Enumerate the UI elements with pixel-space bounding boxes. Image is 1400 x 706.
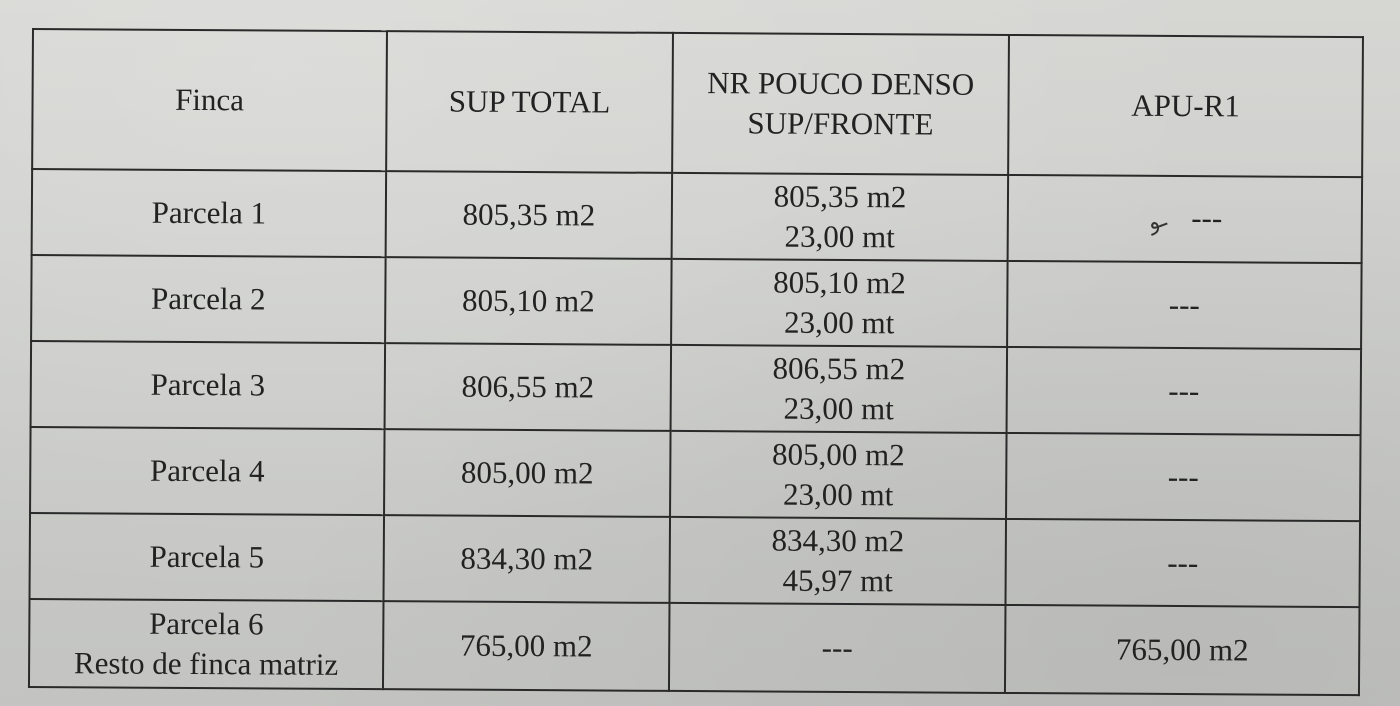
finca-name: Parcela 3: [150, 366, 266, 403]
cell-sup-total: [385, 343, 672, 431]
handwritten-mark-icon: ـو: [1143, 205, 1169, 235]
nr-sup-value: ---: [821, 629, 853, 666]
parcel-table: [28, 28, 1364, 696]
header-apu-r1-label: APU-R1: [1131, 87, 1240, 124]
sup-total-value: 765,00 m2: [459, 627, 593, 664]
cell-nr: [670, 431, 1007, 519]
cell-nr: [670, 517, 1007, 605]
table-row: [30, 513, 1361, 607]
cell-apu: [1007, 347, 1362, 435]
finca-name: Parcela 4: [149, 452, 265, 489]
apu-value: ---: [1191, 199, 1223, 235]
apu-value: ---: [1167, 544, 1199, 581]
apu-value: 765,00 m2: [1115, 631, 1249, 668]
cell-sup-total: [385, 257, 672, 345]
cell-nr: [669, 603, 1006, 693]
table-row: [31, 255, 1362, 349]
cell-nr: [671, 259, 1008, 347]
finca-name: Parcela 6: [149, 605, 264, 642]
header-apu-r1: [1008, 35, 1363, 177]
apu-value: ---: [1168, 286, 1200, 323]
cell-apu: [1008, 175, 1363, 263]
cell-finca: [32, 169, 387, 257]
header-finca-label: Finca: [175, 81, 245, 118]
header-sup-total: [386, 31, 673, 173]
nr-fronte-value: 23,00 mt: [783, 390, 894, 427]
nr-sup-value: 805,10 m2: [773, 264, 906, 301]
cell-finca: [31, 255, 386, 343]
table-row: [30, 427, 1361, 521]
cell-finca: [29, 599, 384, 689]
header-nr-line-2: SUP/FRONTE: [747, 105, 934, 142]
table-row: [29, 599, 1360, 695]
nr-sup-value: 805,00 m2: [771, 436, 905, 473]
cell-finca: [30, 427, 385, 515]
nr-sup-value: 834,30 m2: [771, 522, 905, 559]
cell-apu: [1005, 605, 1360, 695]
table-row: [32, 169, 1363, 263]
cell-nr: [672, 173, 1009, 261]
nr-fronte-value: 23,00 mt: [784, 218, 895, 255]
table-row: [31, 341, 1362, 435]
cell-apu: [1007, 261, 1362, 349]
sup-total-value: 834,30 m2: [460, 540, 594, 577]
sup-total-value: 805,00 m2: [460, 454, 594, 491]
header-nr-line-1: NR POUCO DENSO: [707, 65, 975, 102]
nr-sup-value: 806,55 m2: [772, 350, 906, 387]
cell-sup-total: [383, 601, 670, 691]
cell-finca: [30, 513, 385, 601]
apu-value: ---: [1167, 458, 1199, 495]
header-nr-pouco-denso: [672, 33, 1009, 175]
sup-total-value: 805,10 m2: [461, 282, 595, 319]
cell-sup-total: [384, 515, 671, 603]
cell-nr: [671, 345, 1008, 433]
finca-name: Parcela 1: [151, 194, 267, 231]
cell-sup-total: [384, 429, 671, 517]
nr-fronte-value: 45,97 mt: [782, 562, 893, 599]
nr-sup-value: 805,35 m2: [773, 178, 907, 215]
table-header-row: [32, 29, 1363, 177]
header-finca: [32, 29, 387, 171]
sup-total-value: 805,35 m2: [462, 196, 596, 233]
nr-fronte-value: 23,00 mt: [783, 304, 895, 341]
header-sup-total-label: SUP TOTAL: [448, 83, 611, 120]
cell-apu: [1006, 433, 1361, 521]
finca-note: Resto de finca matriz: [73, 645, 339, 682]
finca-name: Parcela 2: [151, 280, 266, 317]
sup-total-value: 806,55 m2: [461, 368, 595, 405]
apu-value: ---: [1168, 372, 1200, 409]
cell-finca: [31, 341, 386, 429]
finca-name: Parcela 5: [149, 538, 265, 575]
nr-fronte-value: 23,00 mt: [782, 476, 894, 513]
cell-sup-total: [386, 171, 673, 259]
cell-apu: [1005, 519, 1360, 607]
